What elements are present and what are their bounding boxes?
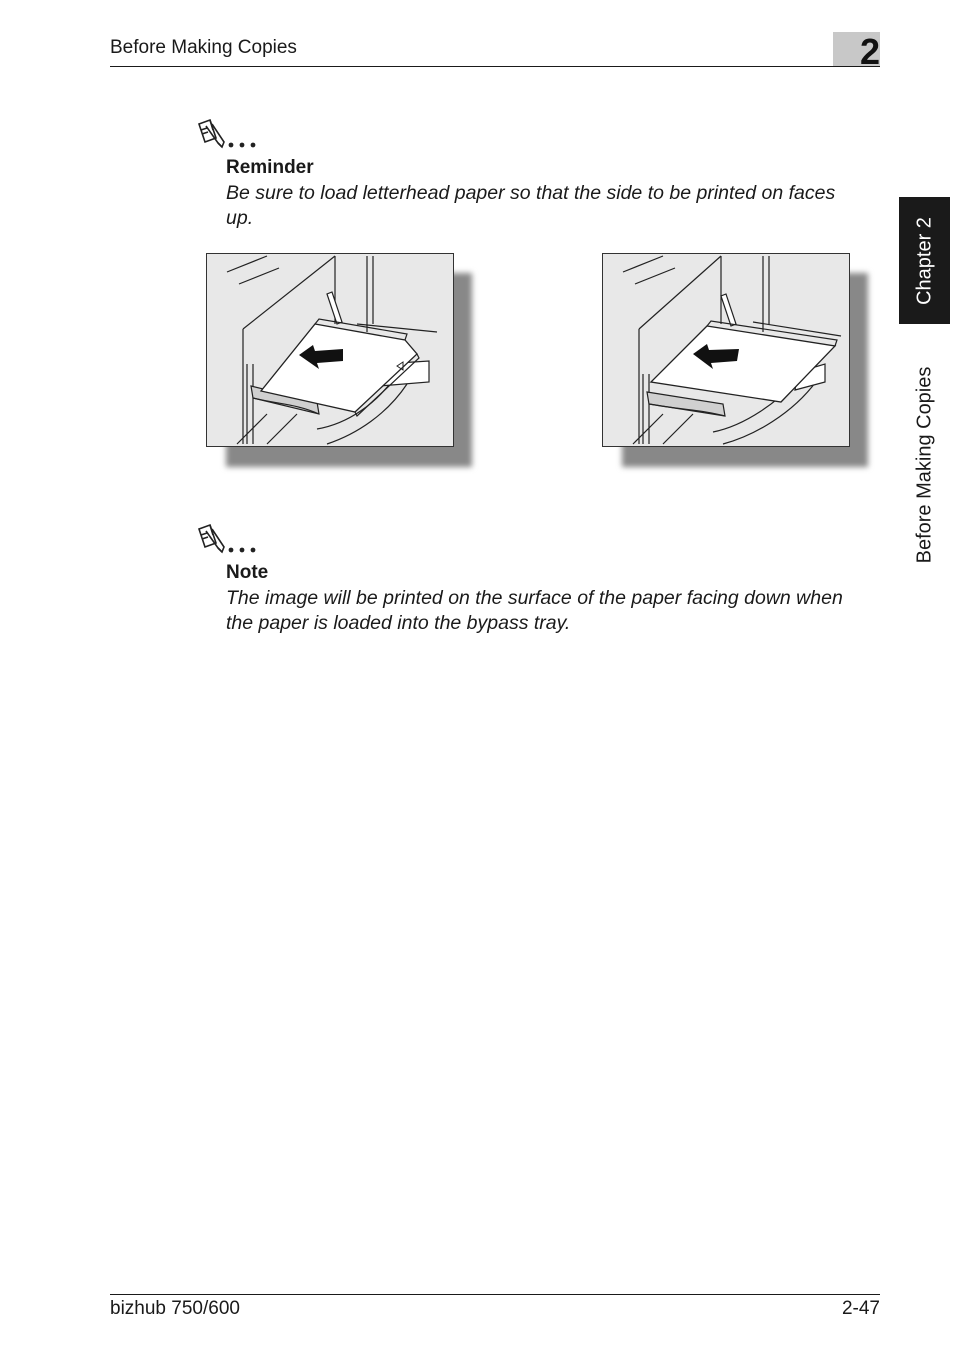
- chapter-side-tab-label: Chapter 2: [913, 216, 935, 305]
- reminder-text-line-2: up.: [226, 207, 254, 229]
- header-title: Before Making Copies: [110, 37, 297, 58]
- footer-divider: [110, 1294, 880, 1295]
- pencil-note-icon: [196, 521, 262, 557]
- chapter-number-box: [833, 31, 880, 72]
- section-side-tab: [899, 340, 950, 590]
- pencil-note-icon: [196, 116, 262, 152]
- footer-page-number: 2-47: [841, 1298, 880, 1319]
- section-side-tab-label: Before Making Copies: [913, 366, 935, 564]
- chapter-side-tab: [899, 197, 950, 324]
- footer-model: bizhub 750/600: [110, 1298, 240, 1319]
- reminder-heading: Reminder: [226, 157, 314, 178]
- figure-frame: [206, 253, 454, 447]
- bypass-tray-portrait-drawing: [207, 254, 453, 446]
- reminder-text: [226, 181, 886, 231]
- note-text-line-1: The image will be printed on the surface of the paper facing down when: [226, 587, 843, 609]
- header-divider: [110, 66, 880, 67]
- reminder-text-line-1: Be sure to load letterhead paper so that the side to be printed on faces: [226, 182, 836, 204]
- figure-frame: [602, 253, 850, 447]
- note-heading: Note: [226, 562, 269, 583]
- note-text: [226, 586, 886, 636]
- note-text-line-2: the paper is loaded into the bypass tray.: [226, 612, 571, 634]
- chapter-number: 2: [859, 31, 880, 72]
- bypass-tray-landscape-illustration: [602, 253, 868, 467]
- bypass-tray-landscape-drawing: [603, 254, 849, 446]
- bypass-tray-portrait-illustration: [206, 253, 472, 467]
